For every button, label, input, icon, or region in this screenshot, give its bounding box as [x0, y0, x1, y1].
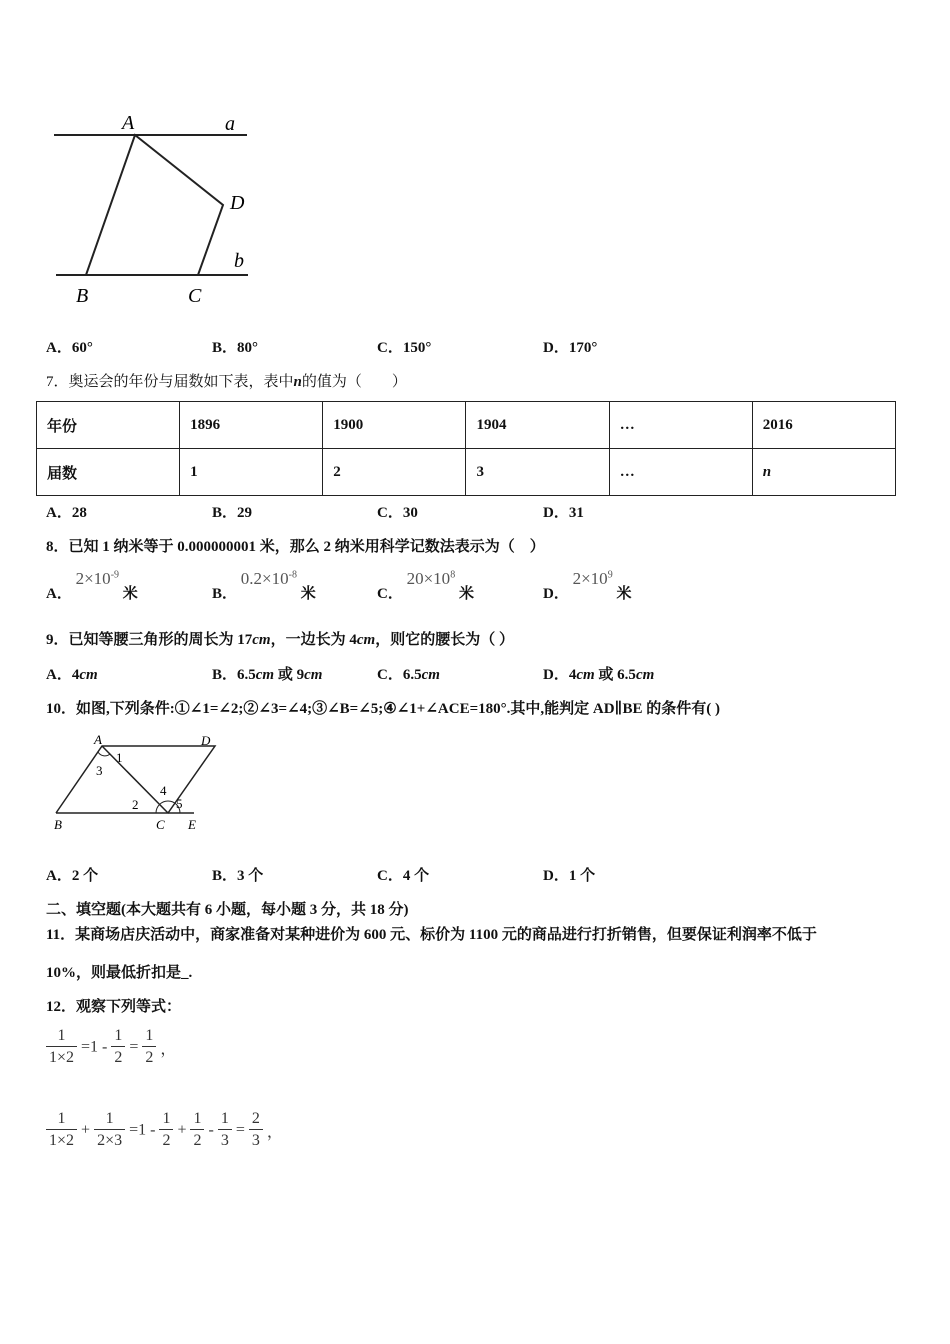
- q7-option-b[interactable]: B．29: [212, 505, 253, 521]
- q8-option-b[interactable]: B． $0.2\times 10^{-8}$ 米: [212, 569, 316, 602]
- fraction: $\frac{1}{2}$: [142, 1026, 156, 1069]
- q12-stem: 12．观察下列等式：: [46, 999, 182, 1015]
- q10-option-c[interactable]: C．4 个: [377, 868, 430, 884]
- label-B: B: [76, 285, 89, 307]
- fraction: $\frac{1}{1\times 2}$: [46, 1109, 77, 1152]
- q12-equation-1: $\frac{1}{1\times 2}$ =1 - $\frac{1}{2}$ = $\frac{1}{2}$ ，: [46, 1026, 176, 1069]
- q8-option-d[interactable]: D． $2\times 10^9$ 米: [543, 569, 632, 602]
- q6-option-b[interactable]: B．80°: [212, 340, 259, 356]
- table-row: [37, 449, 896, 496]
- q6-figure: [40, 105, 270, 310]
- q10-option-a[interactable]: A．2 个: [46, 868, 99, 884]
- label-C: C: [156, 817, 165, 832]
- table-cell: 1896: [180, 402, 323, 449]
- q7-table: [36, 401, 896, 496]
- q11-line-2: 10%，则最低折扣是_.: [46, 965, 193, 981]
- fraction: $\frac{1}{2\times 3}$: [94, 1109, 125, 1152]
- q10-figure: [48, 728, 228, 838]
- label-a: a: [225, 113, 235, 135]
- section-title: 二、填空题(本大题共有 6 小题，每小题 3 分，共 18 分): [46, 902, 409, 918]
- q10-option-b[interactable]: B．3 个: [212, 868, 264, 884]
- fraction: $\frac{2}{3}$: [249, 1109, 263, 1152]
- table-cell: 届数: [37, 449, 180, 496]
- label-E: E: [188, 817, 196, 832]
- table-cell: …: [609, 449, 752, 496]
- q7-option-d[interactable]: D．31: [543, 505, 584, 521]
- fraction: $\frac{1}{2}$: [190, 1109, 204, 1152]
- label-B: B: [54, 817, 62, 832]
- table-cell: …: [609, 402, 752, 449]
- q9-stem: 9．已知等腰三角形的周长为 17cm，一边长为 4cm，则它的腰长为（ ）: [46, 632, 514, 648]
- q10-option-d[interactable]: D．1 个: [543, 868, 596, 884]
- angle-label-3: 3: [96, 763, 103, 778]
- q11-line-1: 11．某商场店庆活动中，商家准备对某种进价为 600 元、标价为 1100 元的商品进行打折销售，但要保证利润率不低于: [46, 927, 817, 943]
- segment-ABCDA: [86, 135, 223, 275]
- q9-option-b[interactable]: B．6.5cm 或 9cm: [212, 667, 323, 683]
- q9-option-a[interactable]: A．4cm: [46, 667, 98, 683]
- q12-equation-2: $\frac{1}{1\times 2}$ + $\frac{1}{2\times 3}$ =1 - $\frac{1}{2}$ + $\frac{1}{2}$ - $\frac{1}{3}$ = $\frac{2}{3}$ ，: [46, 1109, 283, 1152]
- table-cell: 3: [466, 449, 609, 496]
- label-A: A: [94, 732, 102, 747]
- table-cell: 1900: [323, 402, 466, 449]
- angle-label-2: 2: [132, 797, 139, 812]
- q6-option-d[interactable]: D．170°: [543, 340, 598, 356]
- q8-stem: 8．已知 1 纳米等于 0.000000001 米，那么 2 纳米用科学记数法表示为（ ）: [46, 539, 545, 555]
- q6-option-a[interactable]: A．60°: [46, 340, 93, 356]
- fraction: $\frac{1}{2}$: [159, 1109, 173, 1152]
- label-C: C: [188, 285, 202, 307]
- table-cell: 2016: [752, 402, 895, 449]
- q6-option-c[interactable]: C．150°: [377, 340, 432, 356]
- table-cell: 1904: [466, 402, 609, 449]
- q7-option-c[interactable]: C．30: [377, 505, 418, 521]
- label-D: D: [201, 733, 211, 748]
- fraction: $\frac{1}{3}$: [218, 1109, 232, 1152]
- angle-label-4: 4: [160, 783, 167, 798]
- label-A: A: [122, 112, 135, 134]
- angle-label-5: 5: [176, 796, 183, 811]
- q9-option-c[interactable]: C．6.5cm: [377, 667, 440, 683]
- q7-option-a[interactable]: A．28: [46, 505, 87, 521]
- table-cell: n: [752, 449, 895, 496]
- label-b: b: [234, 250, 244, 272]
- angle-label-1: 1: [116, 750, 123, 765]
- q8-option-a[interactable]: A． $2\times 10^{-9}$ 米: [46, 569, 138, 602]
- table-cell: 年份: [37, 402, 180, 449]
- q7-stem: 7．奥运会的年份与届数如下表，表中n的值为（ ）: [46, 374, 407, 390]
- fraction: $\frac{1}{1\times 2}$: [46, 1026, 77, 1069]
- table-row: [37, 402, 896, 449]
- table-cell: 2: [323, 449, 466, 496]
- q8-option-c[interactable]: C． $20\times 10^8$ 米: [377, 569, 474, 602]
- fraction: $\frac{1}{2}$: [111, 1026, 125, 1069]
- table-cell: 1: [180, 449, 323, 496]
- q10-stem: 10．如图,下列条件:①∠1=∠2;②∠3=∠4;③∠B=∠5;④∠1+∠ACE=180°.其中,能判定 AD∥BE 的条件有( ): [46, 701, 720, 717]
- label-D: D: [230, 192, 245, 214]
- q9-option-d[interactable]: D．4cm 或 6.5cm: [543, 667, 655, 683]
